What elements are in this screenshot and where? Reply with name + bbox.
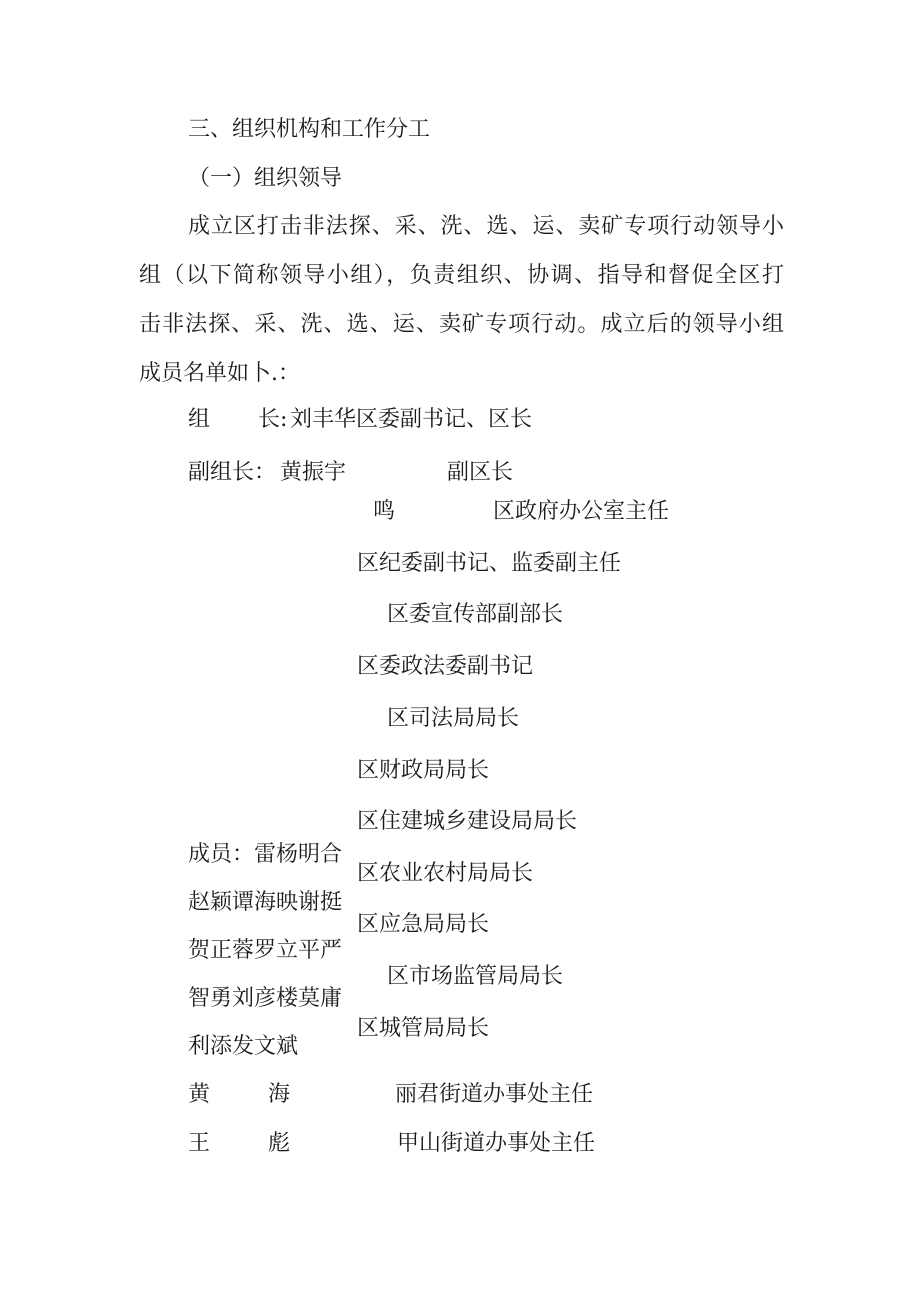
deputy-label: 副组长： xyxy=(188,460,277,485)
title-item: 区司法局局长 xyxy=(387,706,520,731)
leader-text: 刘丰华区委副书记、区长 xyxy=(290,407,533,432)
title-item: 区农业农村局局长 xyxy=(357,861,534,886)
section-heading: 三、组织机构和工作分工 xyxy=(188,117,431,142)
member-line: 贺正蓉罗立平严 xyxy=(188,938,343,963)
paragraph-line: 成立区打击非法探、采、洗、选、运、卖矿专项行动领导小 xyxy=(188,214,784,239)
title-item: 区住建城乡建设局局长 xyxy=(357,809,578,834)
leader-label-1: 组 xyxy=(188,407,211,432)
street-surname: 王 xyxy=(188,1131,211,1156)
title-item: 区纪委副书记、监委副主任 xyxy=(357,551,622,576)
title-item: 区委宣传部副部长 xyxy=(387,602,564,627)
street-given: 海 xyxy=(268,1082,291,1107)
paragraph-line: 组（以下简称领导小组），负责组织、协调、指导和督促全区打 xyxy=(139,263,784,288)
street-surname: 黄 xyxy=(188,1082,211,1107)
member-line: 赵颖谭海映谢挺 xyxy=(188,890,343,915)
leader-label-2: 长: xyxy=(258,407,288,432)
extra-name: 鸣 xyxy=(373,499,396,524)
deputy-title: 副区长 xyxy=(447,460,514,485)
section-subheading: （一）组织领导 xyxy=(188,166,343,191)
paragraph-line: 成员名单如卜.： xyxy=(139,361,300,386)
street-title: 丽君街道办事处主任 xyxy=(395,1082,594,1107)
paragraph-line: 击非法探、采、洗、选、运、卖矿专项行动。成立后的领导小组 xyxy=(139,312,784,337)
extra-title: 区政府办公室主任 xyxy=(493,499,670,524)
title-item: 区市场监管局局长 xyxy=(387,964,564,989)
street-given: 彪 xyxy=(268,1131,291,1156)
title-item: 区委政法委副书记 xyxy=(357,654,534,679)
member-line: 利添发文斌 xyxy=(188,1034,299,1059)
deputy-name: 黄振宇 xyxy=(280,460,347,485)
member-line: 成员：雷杨明合 xyxy=(188,842,343,867)
title-item: 区财政局局长 xyxy=(357,758,490,783)
street-title: 甲山街道办事处主任 xyxy=(397,1131,596,1156)
title-item: 区城管局局长 xyxy=(357,1016,490,1041)
member-line: 智勇刘彦楼莫庸 xyxy=(188,986,343,1011)
title-item: 区应急局局长 xyxy=(357,912,490,937)
